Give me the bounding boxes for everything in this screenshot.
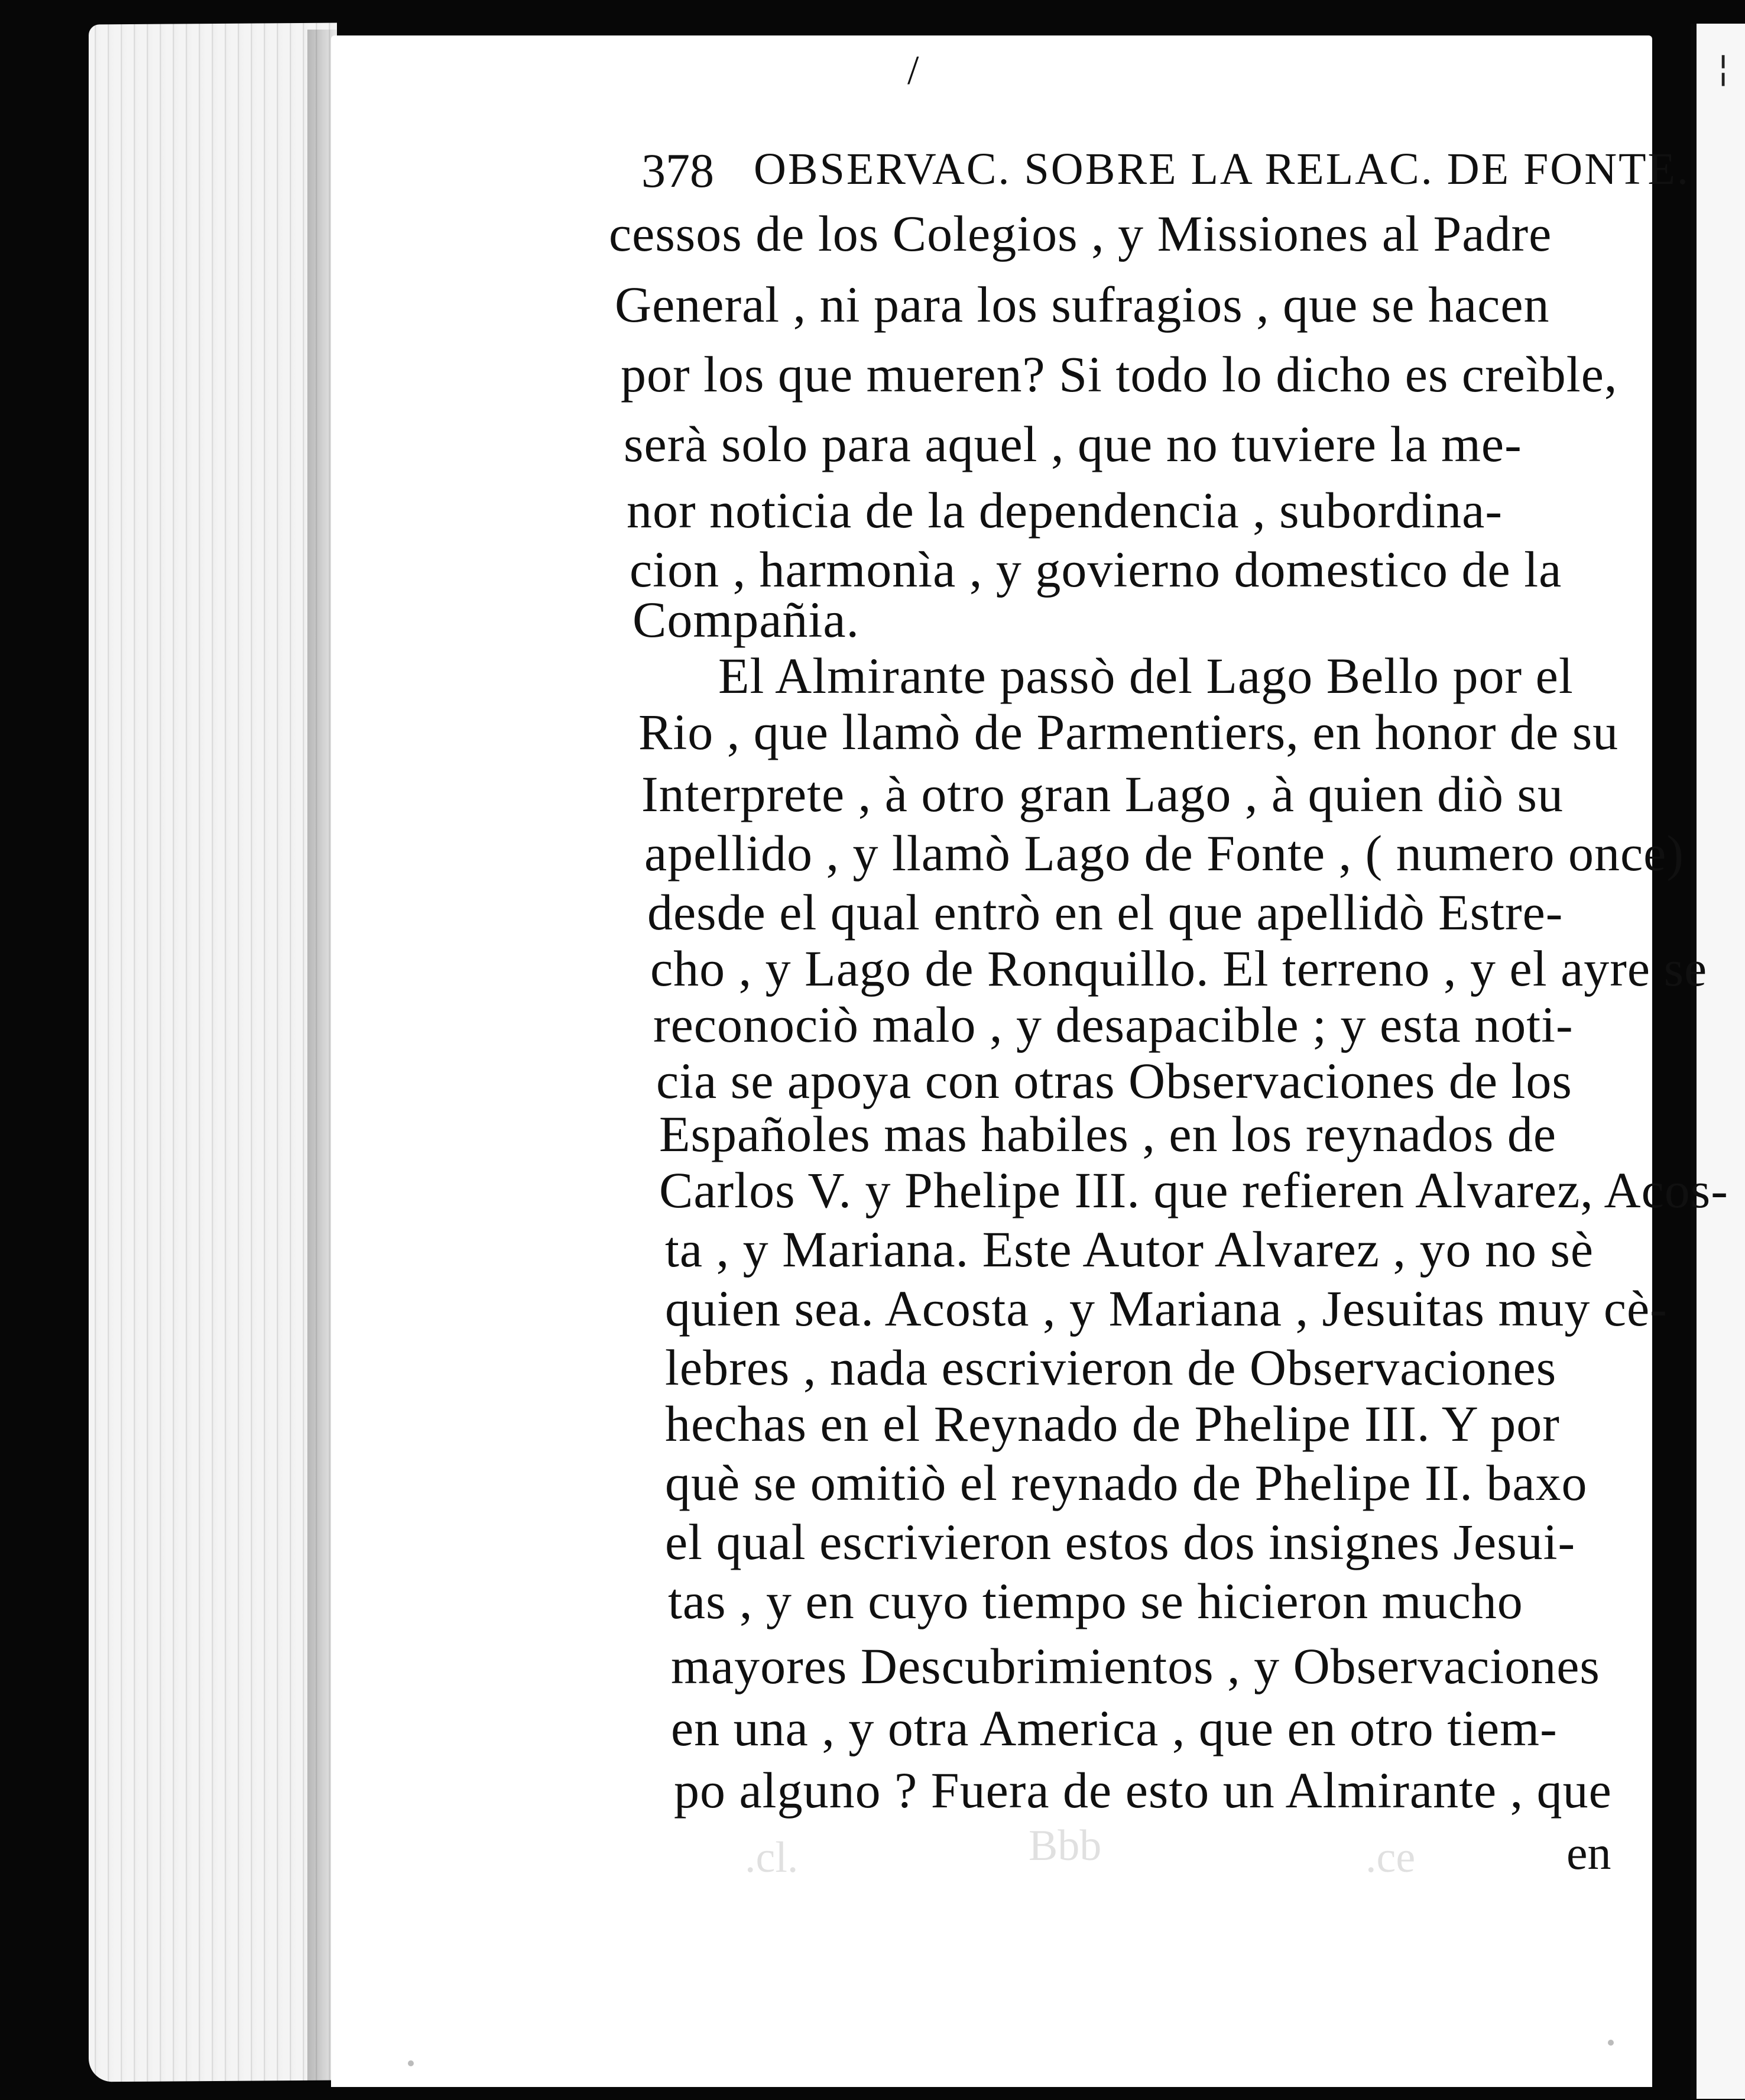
text-line: Carlos V. y Phelipe III. que refieren Alvarez, Acos- [659,1162,1728,1218]
text-line: po alguno ? Fuera de esto un Almirante , que [674,1762,1612,1819]
text-line: Españoles mas habiles , en los reynados de [659,1106,1556,1162]
text-line: El Almirante passò del Lago Bello por el [718,647,1574,704]
text-line: quien sea. Acosta , y Mariana , Jesuitas muy cè- [665,1280,1668,1337]
text-line: cessos de los Colegios , y Missiones al Padre [609,205,1552,262]
text-line: tas , y en cuyo tiempo se hicieron mucho [668,1573,1523,1629]
text-line: cho , y Lago de Ronquillo. El terreno , y el ayre se [650,940,1708,997]
top-mark: / [907,48,919,93]
text-line: cia se apoya con otras Observaciones de los [656,1052,1572,1109]
text-line: en una , y otra America , que en otro tiem- [671,1700,1558,1757]
show-through-text: Bbb [1029,1822,1102,1870]
text-line: serà solo para aquel , que no tuviere la me- [624,416,1522,472]
text-line: por los que mueren? Si todo lo dicho es creìble, [621,346,1618,403]
speck [408,2060,414,2066]
facing-page-mark: ¦ [1717,47,1730,89]
running-head: OBSERVAC. SOBRE LA RELAC. DE FONTE. [754,144,1690,194]
book-page [331,35,1728,2087]
speck [1608,2040,1614,2046]
book-page-edges [89,23,337,2082]
show-through-text: .ce [1365,1833,1416,1882]
text-line: què se omitiò el reynado de Phelipe II. baxo [665,1454,1588,1511]
show-through-text: .cl. [745,1833,799,1882]
text-line: Interprete , à otro gran Lago , à quien diò su [641,766,1564,822]
text-line: lebres , nada escrivieron de Observaciones [665,1339,1557,1396]
text-line: mayores Descubrimientos , y Observaciones [671,1638,1600,1694]
page-number: 378 [641,144,714,197]
facing-page-edge [1691,24,1745,2099]
text-line: cion , harmonìa , y govierno domestico de la [630,541,1562,598]
text-line: el qual escrivieron estos dos insignes Jesui- [665,1514,1576,1570]
text-line: nor noticia de la dependencia , subordina- [627,482,1503,539]
text-line: apellido , y llamò Lago de Fonte , ( numero once) [644,825,1684,882]
text-line: ta , y Mariana. Este Autor Alvarez , yo no sè [665,1221,1594,1278]
text-line: hechas en el Reynado de Phelipe III. Y por [665,1395,1560,1452]
text-line: reconociò malo , y desapacible ; y esta noti- [653,996,1574,1053]
text-line: desde el qual entrò en el que apellidò Estre- [647,884,1564,941]
text-line: General , ni para los sufragios , que se hacen [615,276,1550,333]
text-line: Compañia. [633,591,859,648]
text-line: Rio , que llamò de Parmentiers, en honor de su [638,704,1619,760]
catchword: en [1566,1827,1611,1879]
